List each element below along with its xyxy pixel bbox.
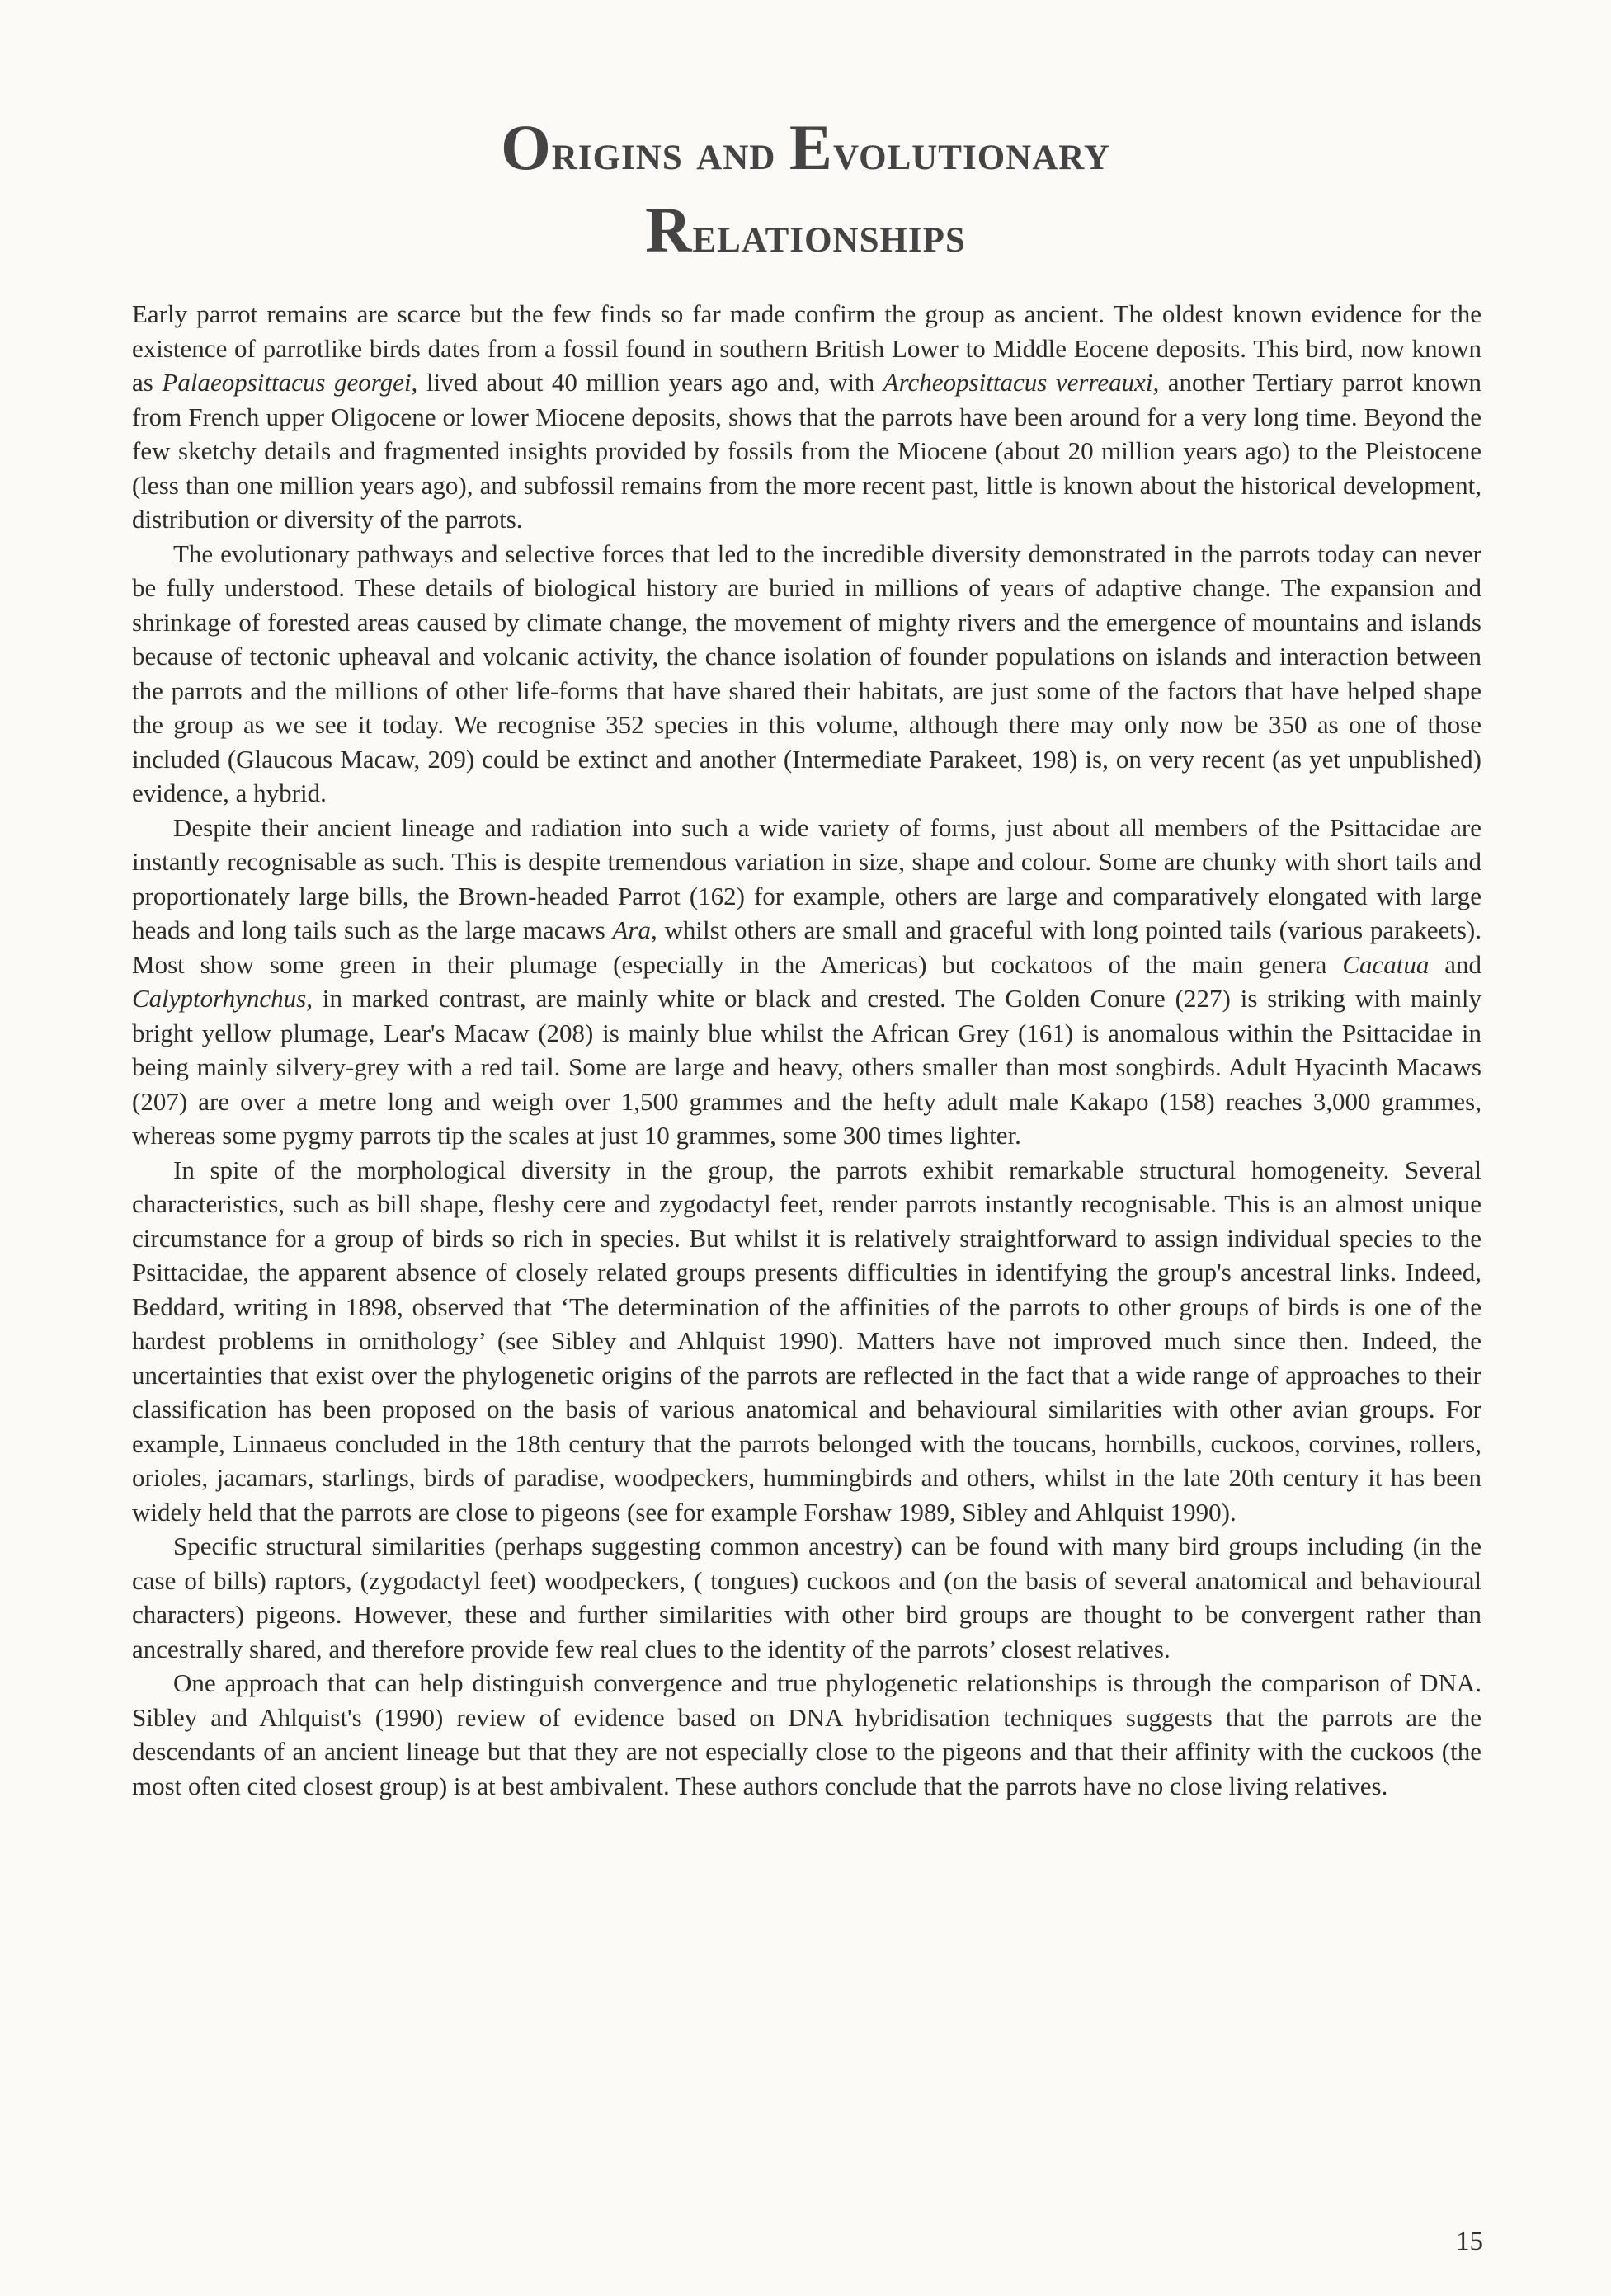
- paragraph: [132, 1666, 1481, 1803]
- paragraph-text: lived about 40 million years ago and, with: [417, 368, 883, 397]
- chapter-title-line-2: [0, 190, 1611, 275]
- paragraph: [132, 1529, 1481, 1666]
- paragraph-text: Specific structural similarities (perhaps suggesting common ancestry) can be found with many bird groups including (in the case of bills) raptors, (zygodactyl feet) woodpeckers, ( tongues) cuckoos and (on the basis of several anatomical and behavioural characters) pigeons. However, these and further similarities with other bird groups are thought to be convergent rather than ancestrally shared, and therefore provide few real clues to the identity of the parrots’ closest relatives.: [132, 1531, 1481, 1663]
- italic-species-name: Palaeopsittacus georgei,: [162, 368, 418, 397]
- title-initial-e: E: [789, 111, 833, 183]
- title-initial-r: R: [645, 194, 693, 266]
- chapter-title-line-1: [0, 107, 1611, 193]
- italic-species-name: Cacatua: [1342, 949, 1430, 979]
- paragraph-text: another Tertiary parrot known from French upper Oligocene or lower Miocene deposits, shows that the parrots have been around for a very long time. Beyond the few sketchy details and fragmented insights provided by fossils from the Miocene (about 20 million years ago) to the Pleistocene (less than one million years ago), and subfossil remains from the more recent past, little is known about the historical development, distribution or diversity of the parrots.: [132, 368, 1481, 534]
- paragraph: [132, 811, 1481, 1153]
- italic-species-name: Ara,: [612, 915, 657, 944]
- paragraph-text: Early parrot remains are scarce but the few finds so far made confirm the group as ancient. The oldest known evidence for the existence of parrotlike birds dates from a fossil found in southern British Lower to Middle Eocene deposits. This bird, now known as: [132, 299, 1481, 397]
- paragraph-text: and: [1429, 949, 1481, 979]
- paragraph-text: One approach that can help distinguish convergence and true phylogenetic relationships is through the comparison of DNA. Sibley and Ahlquist's (1990) review of evidence based on DNA hybridisation techniques suggests that the parrots are the descendants of an ancient lineage but that they are not especially close to the pigeons and that their affinity with the cuckoos (the most often cited closest group) is at best ambivalent. These authors conclude that the parrots have no close living relatives.: [132, 1668, 1481, 1800]
- title-text-volutionary: volutionary: [832, 125, 1110, 181]
- paragraph-text: in marked contrast, are mainly white or black and crested. The Golden Conure (227) is striking with mainly bright yellow plumage, Lear's Macaw (208) is mainly blue whilst the African Grey (161) is anomalous within the Psittacidae in being mainly silvery-grey with a red tail. Some are large and heavy, others smaller than most songbirds. Adult Hyacinth Macaws (207) are over a metre long and weigh over 1,500 grammes and the hefty adult male Kakapo (158) reaches 3,000 grammes, whereas some pygmy parrots tip the scales at just 10 grammes, some 300 times lighter.: [132, 984, 1481, 1150]
- paragraph-text: The evolutionary pathways and selective forces that led to the incredible diversity demonstrated in the parrots today can never be fully understood. These details of biological history are buried in millions of years of adaptive change. The expansion and shrinkage of forested areas caused by climate change, the movement of mighty rivers and the emergence of mountains and islands because of tectonic upheaval and volcanic activity, the chance isolation of founder populations on islands and interaction between the parrots and the millions of other life-forms that have shared their habitats, are just some of the factors that have helped shape the group as we see it today. We recognise 352 species in this volume, although there may only now be 350 as one of those included (Glaucous Macaw, 209) could be extinct and another (Intermediate Parakeet, 198) is, on very recent (as yet unpublished) evidence, a hybrid.: [132, 539, 1481, 807]
- italic-species-name: Archeopsittacus verreauxi,: [883, 368, 1160, 397]
- title-text-elationships: elationships: [692, 207, 966, 263]
- page-number: 15: [1456, 2227, 1483, 2256]
- paragraph-text: Despite their ancient lineage and radiation into such a wide variety of forms, just about all members of the Psittacidae are instantly recognisable as such. This is despite tremendous variation in size, shape and colour. Some are chunky with short tails and proportionately large bills, the Brown-headed Parrot (162) for example, others are large and comparatively elongated with large heads and long tails such as the large macaws: [132, 812, 1481, 944]
- title-initial-o: O: [501, 111, 552, 183]
- paragraph: [132, 537, 1481, 811]
- paragraph: [132, 297, 1481, 537]
- body-text: [132, 297, 1481, 1803]
- title-text-rigins-and: rigins and: [551, 125, 789, 181]
- paragraph-text: In spite of the morphological diversity in the group, the parrots exhibit remarkable structural homogeneity. Several characteristics, such as bill shape, fleshy cere and zygodactyl feet, render parrots instantly recognisable. This is an almost unique circumstance for a group of birds so rich in species. But whilst it is relatively straightforward to assign individual species to the Psittacidae, the apparent absence of closely related groups presents difficulties in identifying the group's ancestral links. Indeed, Beddard, writing in 1898, observed that ‘The determination of the affinities of the parrots to other groups of birds is one of the hardest problems in ornithology’ (see Sibley and Ahlquist 1990). Matters have not improved much since then. Indeed, the uncertainties that exist over the phylogenetic origins of the parrots are reflected in the fact that a wide range of approaches to their classification has been proposed on the basis of various anatomical and behavioural similarities with other avian groups. For example, Linnaeus concluded in the 18th century that the parrots belonged with the toucans, hornbills, cuckoos, corvines, rollers, orioles, jacamars, starlings, birds of paradise, woodpeckers, hummingbirds and others, whilst in the late 20th century it has been widely held that the parrots are close to pigeons (see for example Forshaw 1989, Sibley and Ahlquist 1990).: [132, 1155, 1481, 1527]
- paragraph-text: whilst others are small and graceful with long pointed tails (various parakeets). Most show some green in their plumage (especially in the Americas) but cockatoos of the main genera: [132, 915, 1481, 979]
- italic-species-name: Calyptorhynchus,: [132, 984, 313, 1013]
- paragraph: [132, 1153, 1481, 1530]
